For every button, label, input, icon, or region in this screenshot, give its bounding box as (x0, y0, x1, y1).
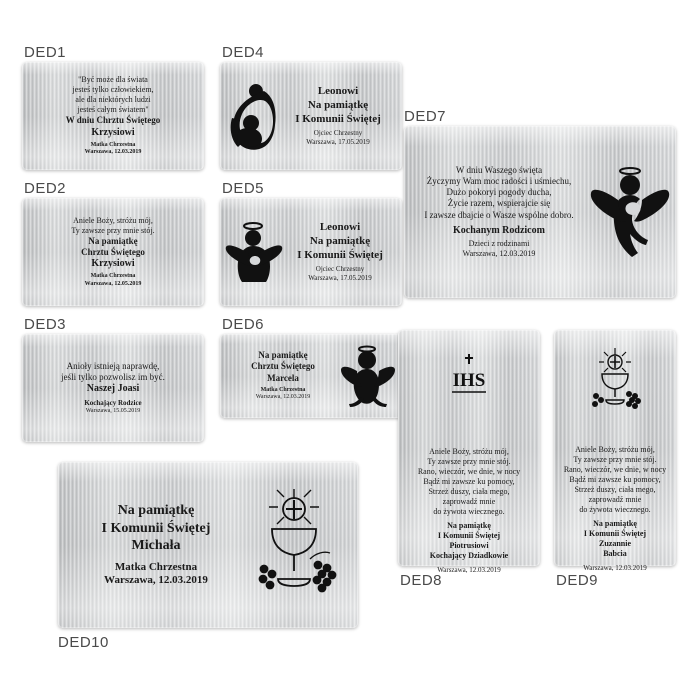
engraved-line: ale dla niektórych ludzi (75, 95, 151, 105)
ded8-text (406, 447, 532, 574)
engraved-line: Na pamiątkę (258, 350, 308, 361)
engraved-line: Chrztu Świętego (251, 361, 315, 372)
engraved-line: Dzieci z rodzinami (468, 239, 530, 249)
engraved-line: Rano, wieczór, we dnie, w nocy (417, 467, 521, 476)
ded10-text (70, 502, 242, 588)
engraved-line: Michała (131, 538, 181, 553)
plate-ded10[interactable] (58, 462, 358, 628)
engraved-line: Ojciec Chrzestny (313, 129, 363, 138)
engraved-line: Kochanym Rodzicom (453, 224, 545, 236)
cherub-angel-icon (341, 341, 397, 412)
engraved-line: Na pamiątkę (88, 235, 138, 246)
plate-ded8[interactable] (398, 330, 540, 574)
engraved-line: Piotrusiowi (449, 540, 489, 550)
engraved-line: Chrztu Świętego (81, 247, 145, 257)
engraved-line: Bądź mi zawsze ku pomocy, (423, 477, 515, 486)
engraved-line: Strzeż duszy, ciała mego, (574, 485, 656, 494)
engraved-line: Matka Chrzestna (260, 386, 306, 393)
engraved-line: W dniu Waszego święta (455, 164, 543, 175)
engraved-line: Babcia (603, 548, 627, 558)
engraved-line: Naszej Joasi (86, 383, 140, 395)
engraved-line: Ty zawsze przy mnie stój. (573, 455, 657, 464)
plate-ded6[interactable] (220, 334, 402, 418)
chalice-with-grapes-icon (584, 346, 646, 417)
plate-ded3[interactable] (22, 334, 204, 442)
engraved-line: Warszawa, 17.05.2019 (308, 274, 372, 283)
plate-caption-ded10: DED10 (58, 634, 109, 651)
engraved-line: Dużo pokoryi pogody ducha, (446, 187, 552, 198)
engraved-line: zaprowadź mnie (588, 495, 642, 504)
engraved-line: Leonowi (317, 85, 359, 98)
plate-caption-ded8: DED8 (400, 572, 443, 589)
engraved-line: do żywota wiecznego. (433, 507, 505, 516)
praying-angel-icon (226, 213, 284, 292)
engraved-line: Warszawa, 12.03.2019 (462, 249, 536, 259)
engraved-line: Leonowi (319, 221, 361, 234)
engraved-line: Warszawa, 12.03.2019 (437, 565, 501, 574)
engraved-line: Rano, wieczór, we dnie, w nocy (563, 465, 667, 474)
engraved-line: Na pamiątkę (307, 98, 369, 111)
engraved-line: Ty zawsze przy mnie stój. (427, 457, 511, 466)
engraved-line: zaprowadź mnie (442, 497, 496, 506)
engraved-line: Warszawa, 12.05.2019 (84, 280, 142, 287)
engraved-line: Matka Chrzestna (90, 273, 136, 280)
plate-ded5[interactable] (220, 198, 402, 306)
ihs-monogram-icon (440, 352, 498, 403)
ded9-text (562, 445, 668, 572)
plate-ded2[interactable] (22, 198, 204, 306)
plate-caption-ded7: DED7 (404, 108, 447, 125)
plate-caption-ded6: DED6 (222, 316, 265, 333)
plate-caption-ded2: DED2 (24, 180, 67, 197)
engraved-line: Na pamiątkę (447, 520, 491, 530)
engraved-line: I Komunii Świętej (295, 112, 381, 125)
engraved-line: W dniu Chrztu Świętego (65, 115, 161, 126)
ded3-text (61, 361, 165, 415)
flying-angel-icon (590, 158, 668, 267)
engraved-line: Ojciec Chrzestny (315, 265, 365, 274)
engraved-line: Na pamiątkę (117, 503, 195, 518)
engraved-line: I Komunii Świętej (583, 528, 647, 538)
chalice-with-grapes-icon (242, 485, 346, 606)
engraved-line: Matka Chrzestna (114, 560, 198, 573)
ded1-text (66, 75, 161, 156)
plate-caption-ded3: DED3 (24, 316, 67, 333)
engraved-line: Warszawa, 12.03.2019 (255, 394, 311, 401)
engraved-line: I zawsze dbajcie o Wasze wspólne dobro. (424, 209, 574, 220)
engraved-line: Aniele Boży, stróżu mój, (73, 215, 153, 225)
engraved-line: I Komunii Świętej (297, 248, 383, 261)
engraved-line: Życie razem, wspierajcie się (447, 198, 551, 209)
ded4-text (280, 85, 396, 147)
plate-caption-ded4: DED4 (222, 44, 265, 61)
engraved-line: do żywota wiecznego. (579, 505, 651, 514)
engraved-line: Aniele Boży, stróżu mój, (429, 447, 509, 456)
engraved-line: Bądź mi zawsze ku pomocy, (569, 475, 661, 484)
engraved-line: Warszawa, 17.05.2019 (306, 138, 370, 147)
engraved-line: Warszawa, 15.05.2019 (85, 407, 141, 414)
engraved-line: Anioły istnieją naprawdę, (66, 360, 160, 371)
engraved-line: jesteś całym światem" (77, 105, 149, 115)
plate-ded9[interactable] (554, 330, 676, 572)
engraved-line: I Komunii Świętej (101, 520, 211, 536)
svg-text:IHS: IHS (452, 370, 486, 391)
ded6-text (225, 350, 341, 402)
plate-ded7[interactable] (404, 126, 676, 298)
engraved-line: I Komunii Świętej (437, 530, 501, 540)
engraved-line: Krzysiowi (91, 258, 135, 270)
plate-caption-ded1: DED1 (24, 44, 67, 61)
engraved-line: "Być może dla świata (78, 75, 148, 85)
engraved-line: Życzymy Wam moc radości i uśmiechu, (426, 175, 572, 186)
engraved-line: Marcela (267, 372, 299, 383)
engraved-line: Strzeż duszy, ciała mego, (428, 487, 510, 496)
madonna-with-child-icon (226, 78, 280, 155)
engraved-line: Ty zawsze przy mnie stój. (71, 225, 155, 235)
engraved-line: Na pamiątkę (593, 518, 637, 528)
engraved-line: Kochający Rodzice (84, 398, 142, 407)
plate-ded1[interactable] (22, 62, 204, 170)
ded5-text (284, 221, 396, 283)
engraved-line: Matka Chrzestna (90, 141, 136, 148)
engraved-line: jesteś tylko człowiekiem, (72, 85, 154, 95)
engraved-line: Warszawa, 12.03.2019 (104, 574, 208, 587)
engraved-line: Kochający Dziadkowie (429, 550, 509, 560)
ded2-text (71, 216, 154, 289)
plate-caption-ded5: DED5 (222, 180, 265, 197)
engraved-line: Zuzannie (598, 538, 631, 548)
ded7-text (412, 165, 590, 260)
engraved-line: Krzysiowi (91, 126, 135, 138)
plate-caption-ded9: DED9 (556, 572, 599, 589)
engraved-line: Warszawa, 12.03.2019 (84, 149, 142, 156)
engraved-line: Aniele Boży, stróżu mój, (575, 445, 655, 454)
engraved-line: jeśli tylko pozwolisz im być. (61, 372, 165, 383)
engraved-line: Warszawa, 12.03.2019 (583, 563, 647, 572)
engraved-line: Na pamiątkę (309, 234, 371, 247)
plate-ded4[interactable] (220, 62, 402, 170)
